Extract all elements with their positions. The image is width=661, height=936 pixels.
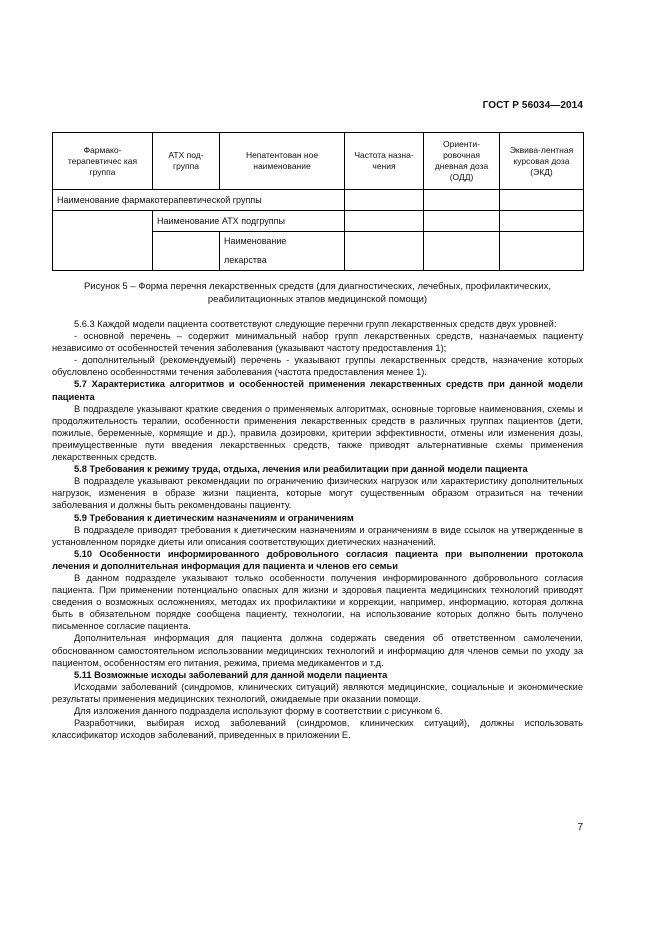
- drug-name-cell: Наименование: [220, 232, 345, 252]
- empty-cell: [424, 232, 500, 271]
- paragraph: В данном подразделе указывают только особенности получения информированного добровольного согласия пациента. При применении потенциально опасных для жизни и здоровья пациента медицинских технологий приводят сведения о возможных осложнениях, методах их профилактики и коррекции, например, информацию, которая должна быть в обязательном порядке сообщена пациенту, технологии, на использование которых должно быть получено письменное согласие пациента.: [52, 572, 583, 632]
- paragraph: - дополнительный (рекомендуемый) перечень - указывают группы лекарственных средств, назначение которых обусловлено особенностями течения заболевания (частота предоставления менее 1).: [52, 355, 583, 378]
- table-row: [53, 211, 584, 232]
- paragraph: В подразделе приводят требования к диетическим назначениям и ограничениям в виде ссылок на утвержденные в установленном порядке диеты или описания соответствующих диетических назначений.: [52, 524, 583, 547]
- drug-list-form-table: [52, 132, 584, 271]
- empty-cell: [500, 190, 584, 211]
- empty-cell: [53, 211, 153, 271]
- group-name-cell: Наименование фармакотерапевтической группы: [53, 190, 345, 211]
- header-cell: Непатентован ное наименование: [220, 133, 345, 190]
- header-cell: Фармако-терапевтичес кая группа: [53, 133, 153, 190]
- figure-caption: Рисунок 5 – Форма перечня лекарственных средств (для диагностических, лечебных, профилактических, реабилитационных этапов медицинской помощи): [83, 281, 552, 305]
- paragraph: В подразделе указывают краткие сведения о применяемых алгоритмах, основные торговые наименования, схемы и продолжительность терапии, особенности применения лекарственных средств в различных группах пациентов (дети, пожилые, беременные, кормящие и др.), правила дозировки, критерии эффективности, отмены или изменения дозы, преимущественные пути введения лекарственных средств, также приводят альтернативные схемы применения лекарственных средств.: [52, 403, 583, 463]
- paragraph: Для изложения данного подраздела используют форму в соответствии с рисунком 6.: [74, 706, 443, 716]
- atx-name-cell: Наименование АТХ подгруппы: [153, 211, 345, 232]
- table-row: [53, 190, 584, 211]
- empty-cell: [345, 190, 424, 211]
- body-text: [52, 318, 583, 741]
- empty-cell: [153, 232, 220, 271]
- empty-cell: [424, 211, 500, 232]
- empty-cell: [500, 232, 584, 271]
- section-heading: 5.11 Возможные исходы заболеваний для данной модели пациента: [74, 669, 388, 680]
- standard-header: ГОСТ Р 56034—2014: [482, 100, 583, 111]
- paragraph: Разработчики, выбирая исход заболеваний (синдромов, клинических ситуаций), должны использовать классификатор исходов заболеваний, приведенных в приложении Е.: [52, 718, 583, 741]
- header-cell: Частота назна-чения: [345, 133, 424, 190]
- drug-name-cell-cont: лекарства: [220, 251, 345, 271]
- empty-cell: [345, 211, 424, 232]
- paragraph: В подразделе указывают рекомендации по ограничению физических нагрузок или характеристику дополнительных нагрузок, изменения в образе жизни пациента, которые могут существенным образом отразиться на течении заболевания и должны быть рекомендованы пациенту.: [52, 476, 583, 511]
- paragraph: Дополнительная информация для пациента должна содержать сведения об ответственном самолечении, обоснованном самостоятельном использовании медицинских технологий и информацию для членов семьи по уходу за пациентом, особенностям его питания, режима, приема медикаментов и т.д.: [52, 633, 583, 668]
- header-cell: Ориенти-ровочная дневная доза (ОДД): [424, 133, 500, 190]
- empty-cell: [345, 232, 424, 271]
- page-number: 7: [577, 822, 583, 833]
- paragraph: - основной перечень – содержит минимальный набор групп лекарственных средств, назначаемых пациенту независимо от особенностей течения заболевания (указывают частоту предоставления 1);: [52, 331, 583, 354]
- table-header-row: [53, 133, 584, 190]
- empty-cell: [500, 211, 584, 232]
- section-heading: 5.7 Характеристика алгоритмов и особенностей применения лекарственных средств при данной модели пациента: [52, 379, 583, 402]
- section-heading: 5.8 Требования к режиму труда, отдыха, лечения или реабилитации при данной модели пациента: [74, 464, 528, 475]
- header-cell: Эквива-лентная курсовая доза (ЭКД): [500, 133, 584, 190]
- section-heading: 5.9 Требования к диетическим назначениям и ограничениям: [74, 512, 354, 523]
- section-heading: 5.10 Особенности информированного добровольного согласия пациента при выполнении протокола лечения и дополнительная информация для пациента и членов его семьи: [52, 548, 583, 571]
- header-cell: АТХ под-группа: [153, 133, 220, 190]
- paragraph: Исходами заболеваний (синдромов, клинических ситуаций) являются медицинские, социальные и экономические результаты применения медицинских технологий, ожидаемые при оказании помощи.: [52, 681, 583, 704]
- paragraph: 5.6.3 Каждой модели пациента соответствуют следующие перечни групп лекарственных средств двух уровней:: [74, 319, 557, 329]
- empty-cell: [424, 190, 500, 211]
